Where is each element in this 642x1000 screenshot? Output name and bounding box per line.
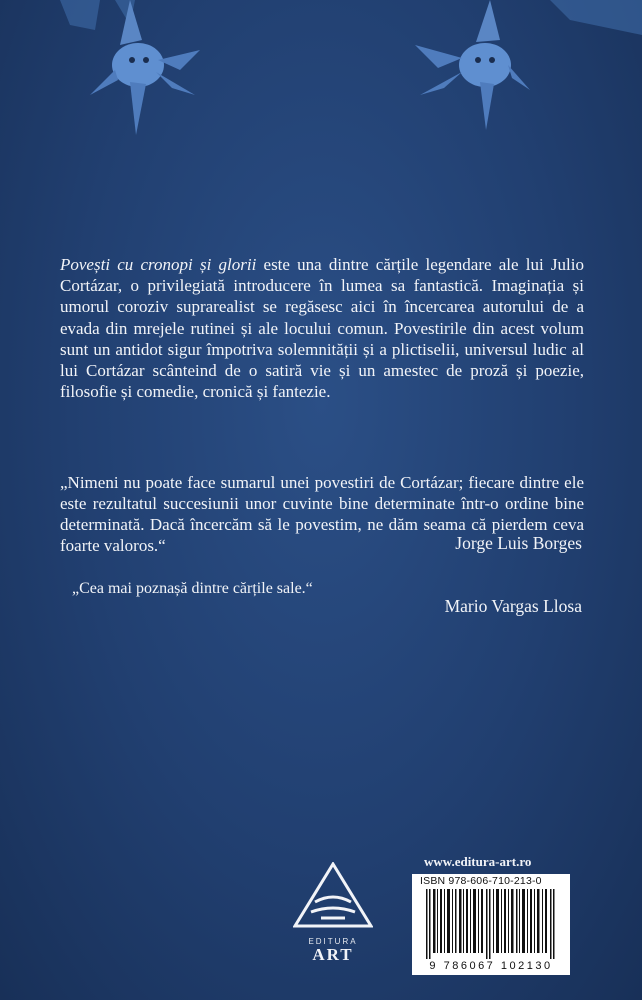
borges-quote: „Nimeni nu poate face sumarul unei povestiri de Cortázar; fiecare dintre ele este rezultatul succesiunii unor cuvinte bine determinate într-o ordine bine determinată. Dacă încercăm să le povestim, ne dăm seama că pierdem ceva foarte valoros.“ [60,473,584,555]
book-title: Povești cu cronopi și glorii [60,255,257,274]
publisher-logo [283,862,383,964]
publisher-logo-top: EDITURA [308,937,358,946]
barcode-digits: 9 786067 102130 [429,960,553,972]
barcode-box [412,874,570,975]
creature-illustration-right [400,0,642,140]
creature-illustration-left [60,0,210,140]
llosa-author: Mario Vargas Llosa [444,596,582,616]
llosa-quote: „Cea mai poznașă dintre cărțile sale.“ [72,580,313,597]
barcode [426,889,556,959]
blurb-text: este una dintre cărțile legendare ale lui Julio Cortázar, o privilegiată introducere în lumea sa fantastică. Imaginația și umorul coroziv suprarealist se regăsesc aici în încercarea autorului de a evada din mrejele rutinei și ale locului comun. Povestirile din acest volum sunt un antidot sigur împotriva solemnității și a plictiselii, universul ludic al lui Cortázar scânteind de o satiră vie și un amestec de proză și poezie, filosofie și comedie, cronică și fantezie. [60,255,584,402]
blurb-paragraph [60,254,584,402]
publisher-logo-icon [293,862,373,930]
publisher-logo-bottom: ART [312,945,354,964]
borges-author: Jorge Luis Borges [455,533,582,553]
isbn-label: ISBN 978-606-710-213-0 [420,875,542,887]
publisher-website: www.editura-art.ro [424,854,532,869]
